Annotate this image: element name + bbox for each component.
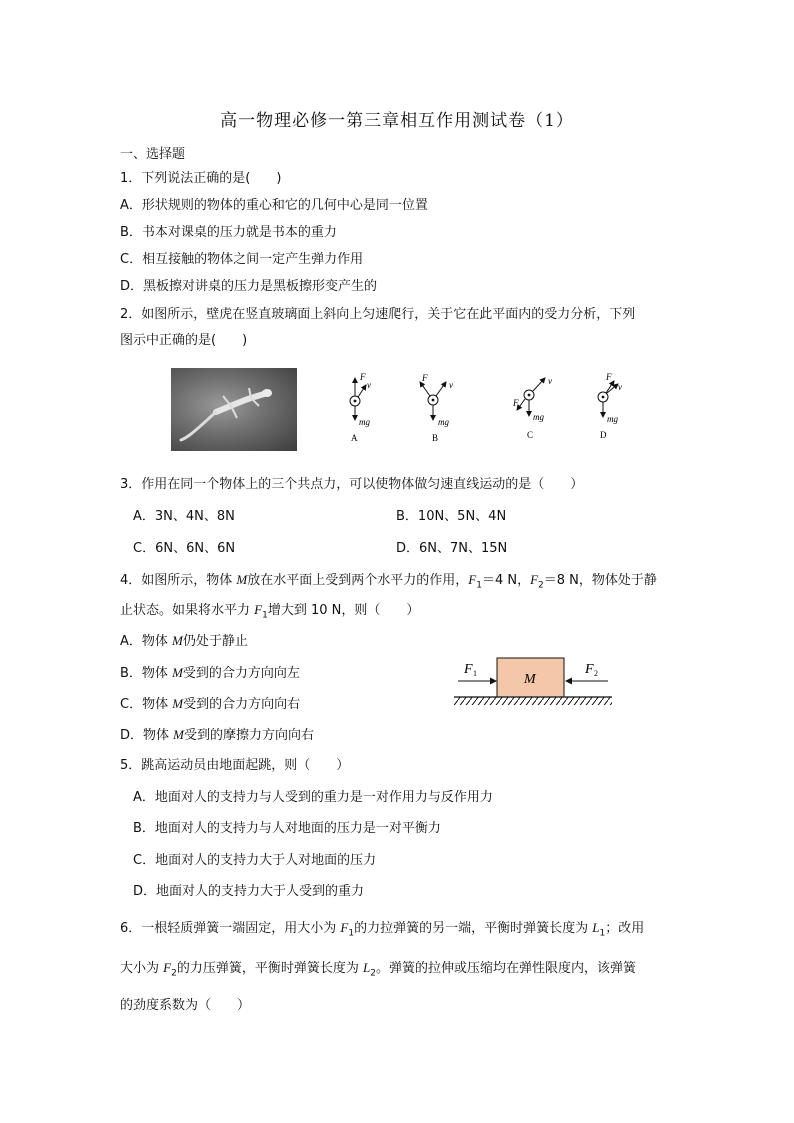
label-F: F [422, 373, 428, 383]
label-mg: mg [438, 417, 449, 427]
q4-option-b: B．物体 M受到的合力方向向左 [120, 665, 300, 681]
q2-stem-line2: 图示中正确的是( ) [120, 333, 248, 348]
q6-line2: 大小为 $F_2$的力压弹簧，平衡时弹簧长度为 $L_2$。弹簧的拉伸或压缩均在弹性限度内，该弹簧 [120, 960, 636, 979]
q3-option-b: B．10N、5N、4N [396, 509, 507, 524]
diagram-a [350, 372, 371, 443]
label-v: v [449, 380, 453, 390]
label-mg: mg [359, 417, 370, 427]
q5-option-c: C．地面对人的支持力大于人对地面的压力 [133, 853, 377, 868]
q3-option-d: D．6N、7N、15N [396, 541, 508, 556]
label-c: C [527, 430, 534, 440]
q3-option-a: A．3N、4N、8N [133, 509, 235, 524]
q3-stem: 3．作用在同一个物体上的三个共点力，可以使物体做匀速直线运动的是（ ） [120, 477, 584, 492]
q4-stem-line1: 4．如图所示，物体 M放在水平面上受到两个水平力的作用，$F_1=4$ N，$F_2=8$ N，物体处于静 [120, 572, 657, 591]
q1-option-a: A．形状规则的物体的重心和它的几何中心是同一位置 [120, 198, 428, 213]
ground-hatch [454, 697, 612, 705]
diagram-c [512, 376, 552, 440]
q1-option-b: B．书本对课桌的压力就是书本的重力 [120, 225, 337, 240]
q5-option-b: B．地面对人的支持力与人对地面的压力是一对平衡力 [133, 821, 441, 836]
label-v: v [367, 380, 371, 390]
gecko-photo [171, 368, 297, 451]
label-f1-sub: 1 [473, 669, 477, 678]
diagram-b [420, 373, 453, 443]
q1-option-c: C．相互接触的物体之间一定产生弹力作用 [120, 252, 364, 267]
label-d: D [600, 430, 607, 440]
page-title: 高一物理必修一第三章相互作用测试卷（1） [220, 111, 574, 131]
q5-stem: 5．跳高运动员由地面起跳，则（ ） [120, 758, 350, 773]
gecko-icon [171, 368, 297, 451]
q4-option-d: D．物体 M受到的摩擦力方向向右 [120, 727, 315, 743]
q5-option-a: A．地面对人的支持力与人受到的重力是一对作用力与反作用力 [133, 790, 493, 805]
label-f2-sub: 2 [594, 669, 598, 678]
q5-option-d: D．地面对人的支持力大于人受到的重力 [133, 884, 365, 899]
q4-option-c: C．物体 M受到的合力方向向右 [120, 696, 301, 712]
block-diagram [452, 652, 614, 714]
q2-stem-line1: 2．如图所示，壁虎在竖直玻璃面上斜向上匀速爬行，关于它在此平面内的受力分析，下列 [120, 307, 636, 322]
q3-option-c: C．6N、6N、6N [133, 541, 236, 556]
section-heading: 一、选择题 [120, 147, 186, 162]
label-f1: F [464, 662, 473, 677]
label-mg: mg [607, 414, 618, 424]
block-label: M [524, 672, 536, 687]
q1-option-d: D．黑板擦对讲桌的压力是黑板擦形变产生的 [120, 279, 378, 294]
force-diagrams [335, 370, 635, 446]
label-F: F [360, 372, 366, 382]
q4-option-a: A．物体 M仍处于静止 [120, 633, 248, 649]
q1-stem: 1．下列说法正确的是( ) [120, 171, 282, 186]
q6-line1: 6．一根轻质弹簧一端固定，用大小为 $F_1$的力拉弹簧的另一端，平衡时弹簧长度为 $L_1$；改用 [120, 920, 645, 939]
label-v: v [618, 382, 622, 392]
label-a: A [351, 433, 358, 443]
label-v: v [548, 376, 552, 386]
label-f2: F [585, 662, 594, 677]
diagram-d [598, 372, 622, 440]
label-F: F [513, 398, 519, 408]
q4-stem-line2: 止状态。如果将水平力 $F_1$增大到 10 N，则（ ） [120, 602, 420, 621]
q6-line3: 的劲度系数为（ ） [120, 998, 251, 1013]
label-b: B [432, 433, 439, 443]
label-mg: mg [533, 412, 544, 422]
label-F: F [606, 372, 612, 382]
